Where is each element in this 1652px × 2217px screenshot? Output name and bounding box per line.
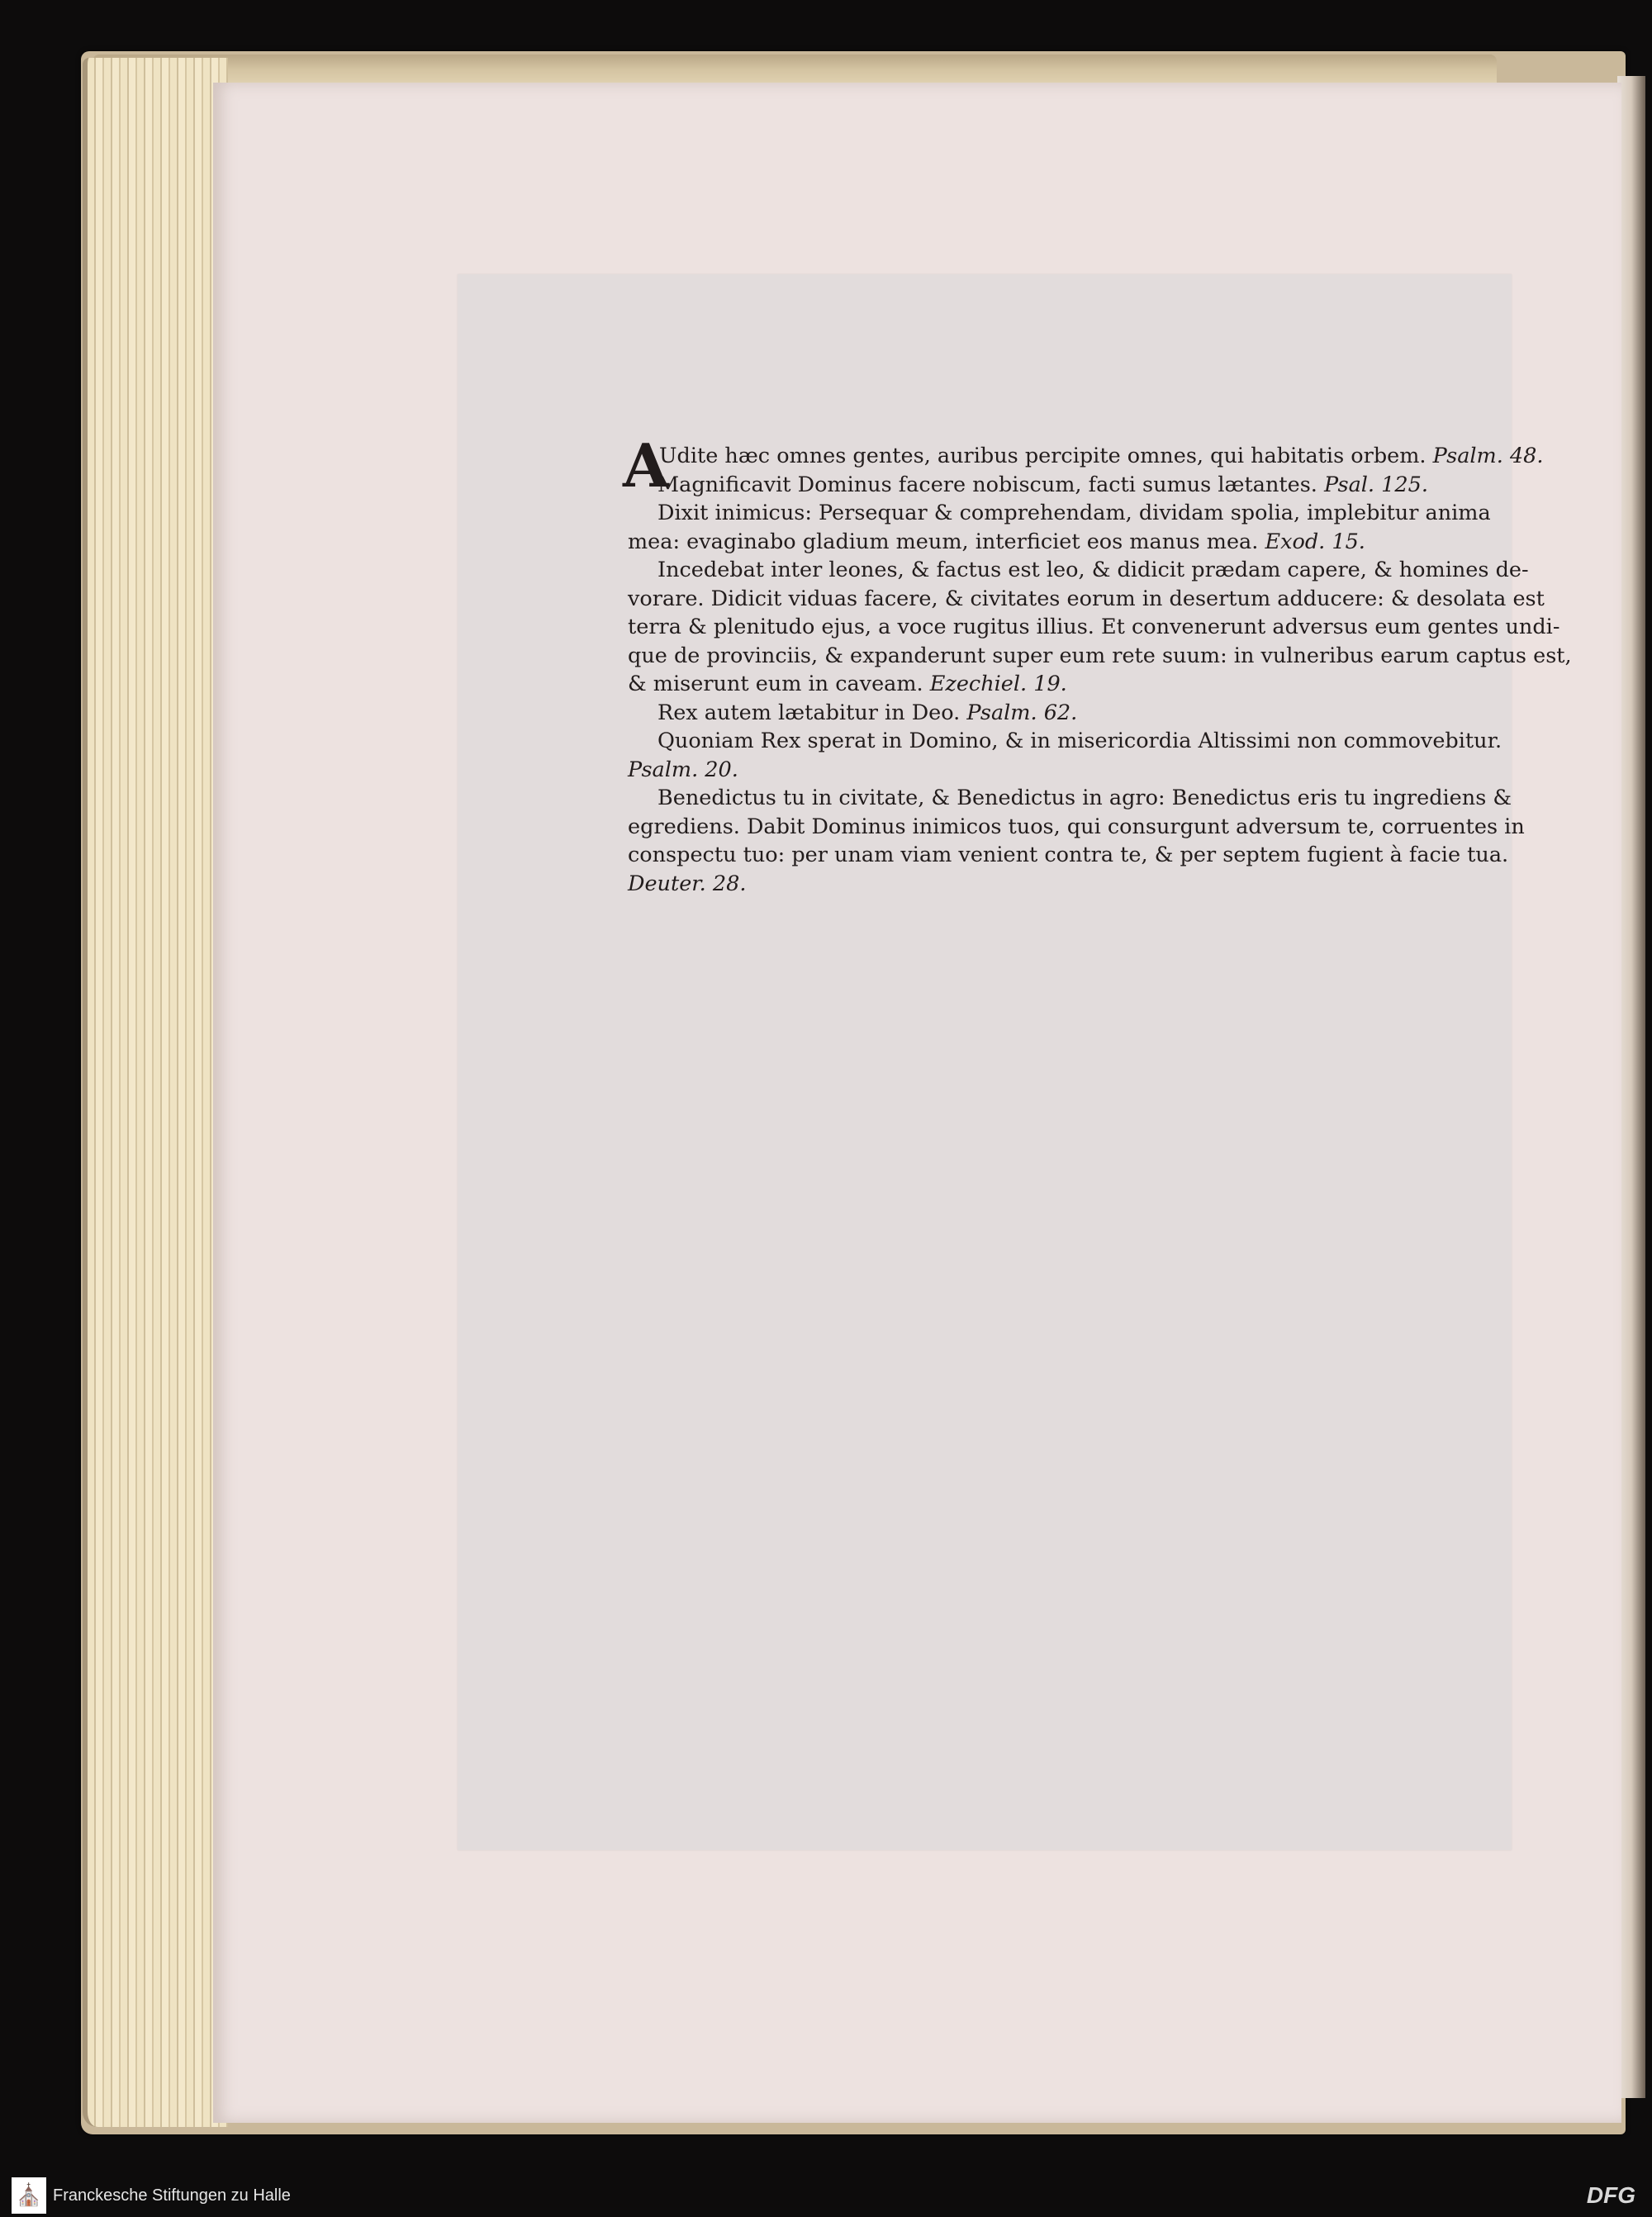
text-line-15: conspectu tuo: per unam viam venient contra te, & per septem fugient à facie tua. bbox=[628, 843, 1509, 867]
facing-page-edge bbox=[1617, 76, 1645, 2098]
text-line-11: Quoniam Rex sperat in Domino, & in misericordia Altissimi non commovebitur. bbox=[657, 729, 1502, 753]
text-line-10: Rex autem lætabitur in Deo. Psalm. 62. bbox=[657, 700, 1078, 725]
scripture-reference: Ezechiel. 19. bbox=[929, 672, 1067, 696]
text-line-5: Incedebat inter leones, & factus est leo, & didicit prædam capere, & homines de- bbox=[657, 558, 1529, 582]
text-line-6: vorare. Didicit viduas facere, & civitates eorum in desertum adducere: & desolata est bbox=[628, 586, 1545, 611]
foundation-emblem-icon[interactable]: ⛪ bbox=[12, 2177, 46, 2214]
scripture-reference: Psalm. 48. bbox=[1432, 444, 1544, 468]
text-line-16 bbox=[628, 870, 1396, 899]
text-line-13: Benedictus tu in civitate, & Benedictus in agro: Benedictus eris tu ingrediens & bbox=[657, 786, 1512, 810]
text-line-12 bbox=[628, 756, 1396, 785]
scripture-reference: Psalm. 20. bbox=[628, 757, 738, 782]
scripture-reference: Psal. 125. bbox=[1324, 472, 1428, 497]
scripture-reference: Exod. 15. bbox=[1265, 529, 1365, 554]
text-line-1: A Udite hæc omnes gentes, auribus percipite omnes, qui habitatis orbem. Psalm. 48. bbox=[623, 430, 1544, 501]
text-line-8: que de provinciis, & expanderunt super eum rete suum: in vulneribus earum captus est, bbox=[628, 643, 1572, 668]
scripture-reference: Psalm. 62. bbox=[966, 700, 1078, 725]
page-text bbox=[623, 430, 1572, 898]
text-line-2: Magnificavit Dominus facere nobiscum, facti sumus lætantes. Psal. 125. bbox=[657, 472, 1428, 497]
book-page-edges bbox=[83, 58, 228, 2127]
text-line-14: egrediens. Dabit Dominus inimicos tuos, qui consurgunt adversum te, corruentes in bbox=[628, 814, 1525, 839]
scripture-reference: Deuter. 28. bbox=[628, 871, 747, 896]
institution-label[interactable]: Franckesche Stiftungen zu Halle bbox=[53, 2186, 291, 2205]
text-line-7: terra & plenitudo ejus, a voce rugitus illius. Et convenerunt adversus eum gentes undi- bbox=[628, 615, 1560, 639]
drop-cap: A bbox=[623, 430, 669, 501]
dfg-logo[interactable]: DFG bbox=[1586, 2182, 1635, 2208]
text-line-4: mea: evaginabo gladium meum, interficiet eos manus mea. Exod. 15. bbox=[628, 529, 1365, 554]
text-line-3: Dixit inimicus: Persequar & comprehendam, dividam spolia, implebitur anima bbox=[657, 501, 1491, 525]
text-line-9: & miserunt eum in caveam. Ezechiel. 19. bbox=[628, 672, 1067, 696]
